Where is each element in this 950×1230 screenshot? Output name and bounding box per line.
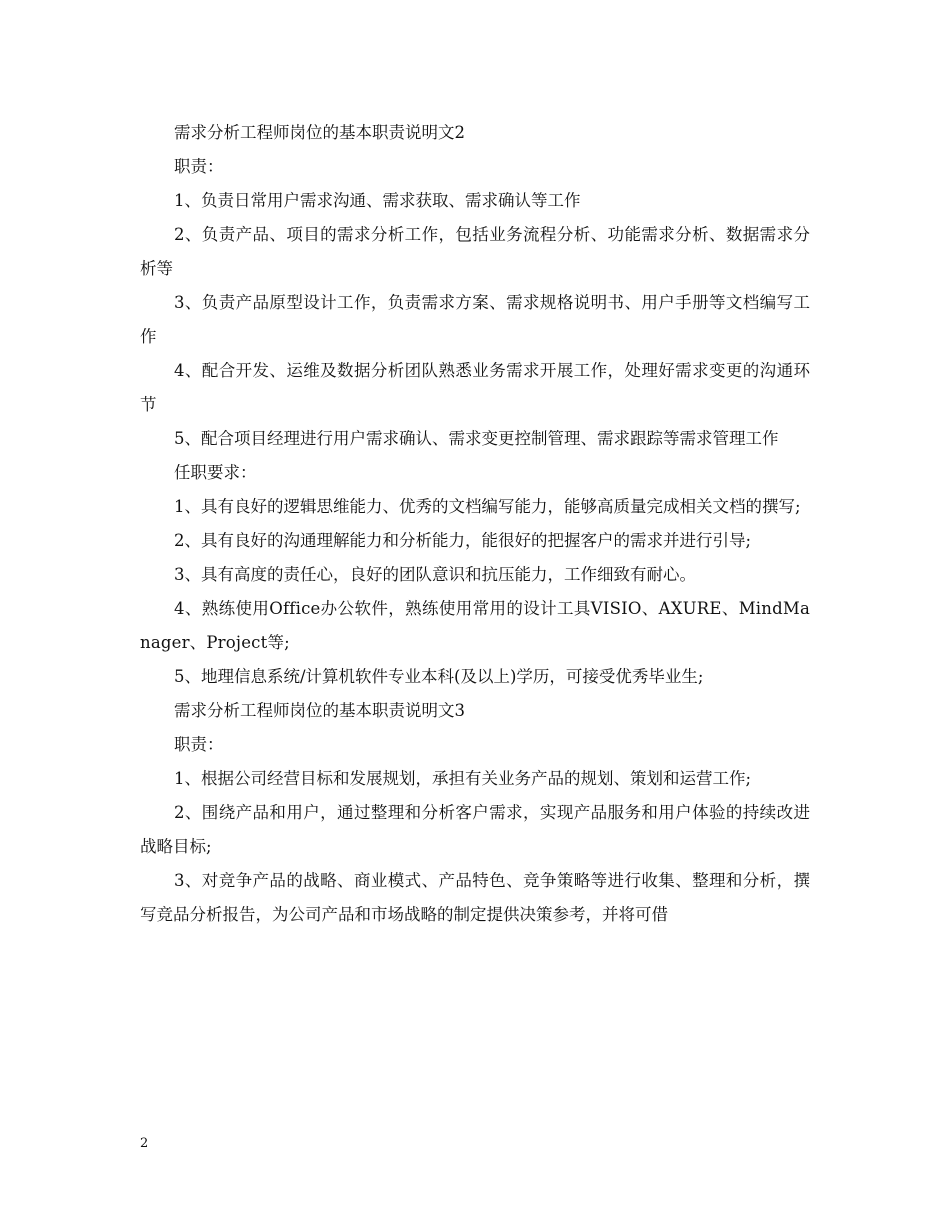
duty-item-2-3: 3、对竞争产品的战略、商业模式、产品特色、竞争策略等进行收集、整理和分析，撰写竞品分析报告，为公司产品和市场战略的制定提供决策参考，并将可借 [140,871,810,924]
requirement-item-5: 5、地理信息系统/计算机软件专业本科(及以上)学历，可接受优秀毕业生; [174,667,704,686]
duty-item-1: 1、负责日常用户需求沟通、需求获取、需求确认等工作 [174,191,581,210]
duty-item-5: 5、配合项目经理进行用户需求确认、需求变更控制管理、需求跟踪等需求管理工作 [174,429,779,448]
duty-item-3: 3、负责产品原型设计工作，负责需求方案、需求规格说明书、用户手册等文档编写工作 [140,293,810,346]
duties-label: 职责： [174,157,224,176]
duty-item-2-2: 2、围绕产品和用户，通过整理和分析客户需求，实现产品服务和用户体验的持续改进战略目标; [140,803,810,856]
requirement-item-4: 4、熟练使用Office办公软件，熟练使用常用的设计工具VISIO、AXURE、MindManager、Project等; [140,599,810,652]
requirement-item-2: 2、具有良好的沟通理解能力和分析能力，能很好的把握客户的需求并进行引导; [174,531,752,550]
duty-item-4: 4、配合开发、运维及数据分析团队熟悉业务需求开展工作，处理好需求变更的沟通环节 [140,361,810,414]
duties-label-2: 职责： [174,735,224,754]
duty-item-2: 2、负责产品、项目的需求分析工作，包括业务流程分析、功能需求分析、数据需求分析等 [140,225,810,278]
requirement-item-1: 1、具有良好的逻辑思维能力、优秀的文档编写能力，能够高质量完成相关文档的撰写; [174,497,801,516]
requirement-item-3: 3、具有高度的责任心，良好的团队意识和抗压能力，工作细致有耐心。 [174,565,696,584]
page-number: 2 [140,1136,149,1151]
requirements-label: 任职要求： [174,463,257,482]
section-heading-2: 需求分析工程师岗位的基本职责说明文2 [174,123,465,142]
document-body [140,116,810,932]
section-heading-3: 需求分析工程师岗位的基本职责说明文3 [174,701,465,720]
duty-item-2-1: 1、根据公司经营目标和发展规划，承担有关业务产品的规划、策划和运营工作; [174,769,752,788]
